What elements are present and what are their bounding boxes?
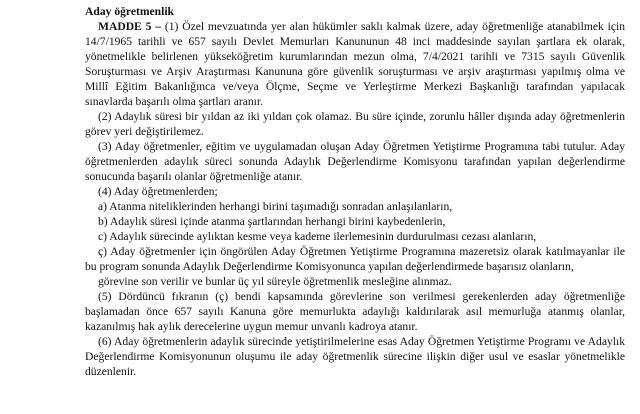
paragraph-3: (3) Aday öğretmenler, eğitim ve uygulamadan oluşan Aday Öğretmen Yetiştirme Programına tabi tutulur. Aday öğretmenlerden adaylık süreci sonunda Adaylık Değerlendirme Komisyonu tarafından yapılan değerlendirme sonucunda başarılı olanlar öğretmenliğe atanır.	[85, 140, 625, 183]
paragraph-6: (6) Aday öğretmenlerin adaylık sürecinde yetiştirilmelerine esas Aday Öğretmen Yetiştirme Programı ve Adaylık Değerlendirme Komisyonunun oluşumu ile aday öğretmenlik sürecine ilişkin diğer usul ve esaslar yönetmelikle düzenlenir.	[85, 335, 625, 378]
legal-document	[85, 4, 625, 379]
article-heading: Aday öğretmenlik	[85, 5, 174, 18]
paragraph-1-text: (1) Özel mevzuatında yer alan hükümler saklı kalmak üzere, aday öğretmenliğe atanabilmek için 14/7/1965 tarihli ve 657 sayılı Devlet Memurları Kanununun 48 inci maddesinde sayılan şartlara ek olarak, yönetmelikle belirlenen yükseköğretim kurumlarından mezun olma, 7/4/2021 tarihli ve 7315 sayılı Güvenlik Soruşturması ve Arşiv Araştırması Kanununa göre güvenlik soruşturması ve arşiv araştırması yapılmış olma ve Millî Eğitim Bakanlığınca ve/veya Ölçme, Seçme ve Yerleştirme Merkezi Başkanlığı tarafından yapılacak sınavlarda başarılı olma şartları aranır.	[85, 20, 625, 108]
paragraph-2: (2) Adaylık süresi bir yıldan az iki yıldan çok olamaz. Bu süre içinde, zorunlu hâller dışında aday öğretmenlerin görev yeri değiştirilemez.	[85, 110, 625, 138]
clause-b: b) Adaylık süresi içinde atanma şartlarından herhangi birini kaybedenlerin,	[98, 215, 446, 228]
clause-c: c) Adaylık sürecinde aylıktan kesme veya kademe ilerlemesinin durdurulması cezası alanların,	[98, 230, 537, 243]
article-label: MADDE 5 –	[98, 20, 162, 33]
paragraph-5: (5) Dördüncü fıkranın (ç) bendi kapsamında görevlerine son verilmesi gerekenlerden aday öğretmenliğe başlamadan önce 657 sayılı Kanuna göre memurlukta adaylığı kaldırılarak asıl memurluğa atanmış olanlar, kazanılmış hak aylık derecelerine uygun memur unvanlı kadroya atanır.	[85, 290, 625, 333]
paragraph-1	[85, 19, 625, 109]
clause-a: a) Atanma niteliklerinden herhangi birini taşımadığı sonradan anlaşılanların,	[98, 200, 453, 213]
paragraph-4-conclusion: görevine son verilir ve bunlar üç yıl süreyle öğretmenlik mesleğine alınmaz.	[98, 275, 452, 288]
paragraph-4: (4) Aday öğretmenlerden;	[98, 185, 218, 198]
clause-c-cedilla: ç) Aday öğretmenler için öngörülen Aday Öğretmen Yetiştirme Programına mazeretsiz olarak katılmayanlar ile bu program sonunda Adaylık Değerlendirme Komisyonunca yapılan değerlendirmede başarısız olanların,	[85, 245, 625, 273]
